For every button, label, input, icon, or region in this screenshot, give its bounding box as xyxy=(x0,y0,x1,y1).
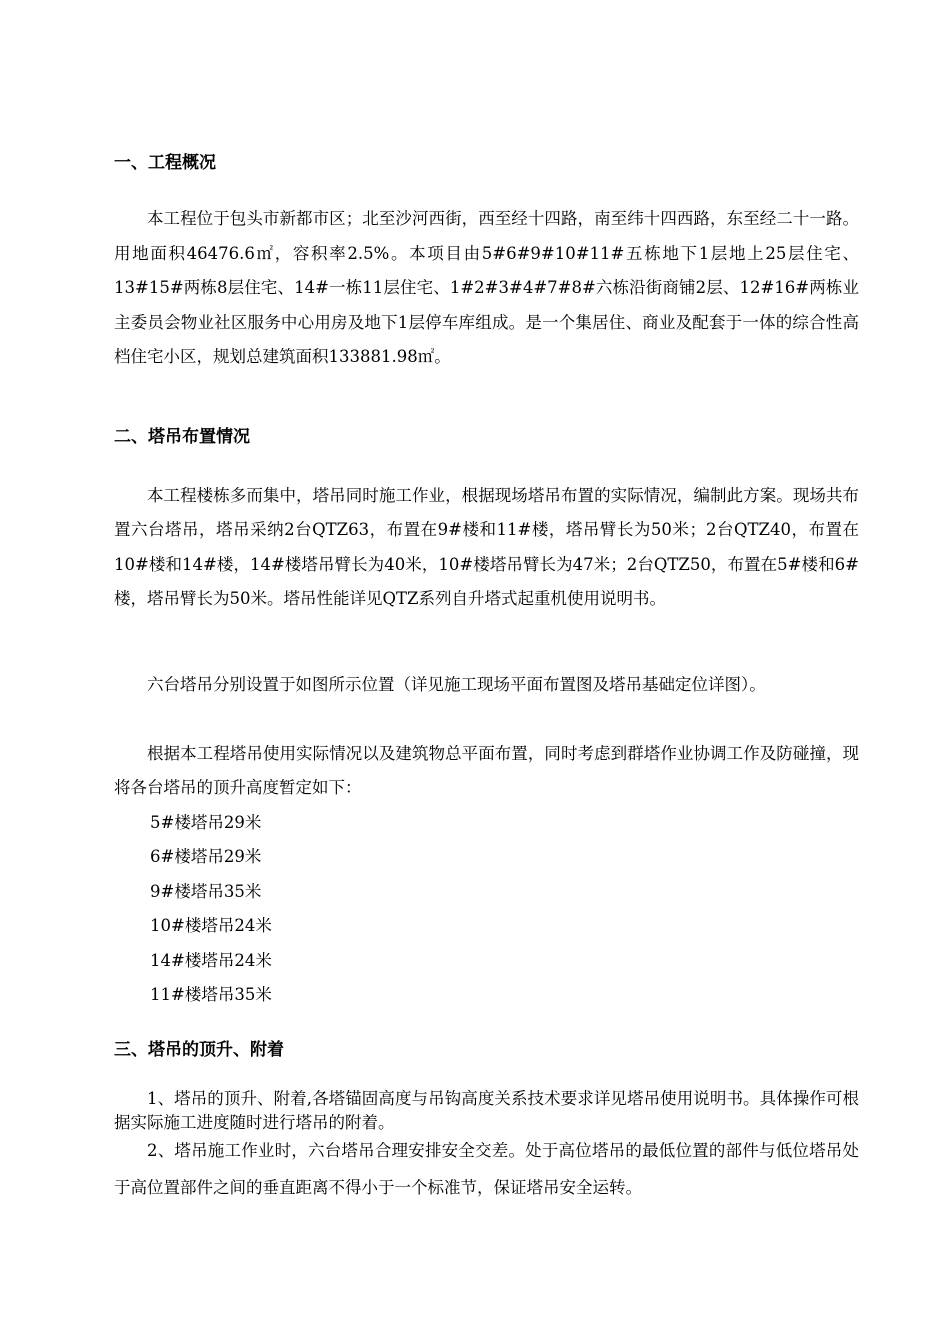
section-2-paragraph-3: 根据本工程塔吊使用实际情况以及建筑物总平面布置，同时考虑到群塔作业协调工作及防碰撞，现将各台塔吊的顶升高度暂定如下： xyxy=(114,744,859,798)
section-2-paragraph-1: 本工程楼栋多而集中，塔吊同时施工作业，根据现场塔吊布置的实际情况，编制此方案。现场共布置六台塔吊，塔吊采纳2台QTZ63，布置在9#楼和11#楼，塔吊臂长为50米；2台QTZ40，布置在10#楼和14#楼，14#楼塔吊臂长为40米，10#楼塔吊臂长为47米；2台QTZ50，布置在5#楼和6#楼，塔吊臂长为50米。塔吊性能详见QTZ系列自升塔式起重机使用说明书。 xyxy=(114,486,859,609)
section-1-paragraph: 本工程位于包头市新都市区；北至沙河西街，西至经十四路，南至纬十四西路，东至经二十一路。用地面积46476.6㎡，容积率2.5%。本项目由5#6#9#10#11#五栋地下1层地上25层住宅、13#15#两栋8层住宅、14#一栋11层住宅、1#2#3#4#7#8#六栋沿街商铺2层、12#16#两栋业主委员会物业社区服务中心用房及地下1层停车库组成。是一个集居住、商业及配套于一体的综合性高档住宅小区，规划总建筑面积133881.98㎡。 xyxy=(114,209,859,367)
section-2-paragraph-2: 六台塔吊分别设置于如图所示位置（详见施工现场平面布置图及塔吊基础定位详图）。 xyxy=(147,675,766,694)
section-3-paragraph-1: 1、塔吊的顶升、附着,各塔锚固高度与吊钩高度关系技术要求详见塔吊使用说明书。具体操作可根据实际施工进度随时进行塔吊的附着。 xyxy=(114,1089,859,1132)
list-item: 11#楼塔吊35米 xyxy=(150,984,272,1004)
tower-crane-height-list xyxy=(150,806,272,1012)
list-item: 10#楼塔吊24米 xyxy=(150,916,272,936)
section-1-heading: 一、工程概况 xyxy=(114,153,216,173)
section-3-heading: 三、塔吊的顶升、附着 xyxy=(114,1040,284,1060)
list-item: 9#楼塔吊35米 xyxy=(150,881,262,901)
section-3-paragraph-2: 2、塔吊施工作业时，六台塔吊合理安排安全交差。处于高位塔吊的最低位置的部件与低位塔吊处于高位置部件之间的垂直距离不得小于一个标准节，保证塔吊安全运转。 xyxy=(114,1141,859,1197)
document-page xyxy=(114,0,859,1344)
list-item: 5#楼塔吊29米 xyxy=(150,813,262,832)
list-item: 14#楼塔吊24米 xyxy=(150,950,272,970)
list-item: 6#楼塔吊29米 xyxy=(150,847,262,867)
section-2-heading: 二、塔吊布置情况 xyxy=(114,427,250,447)
